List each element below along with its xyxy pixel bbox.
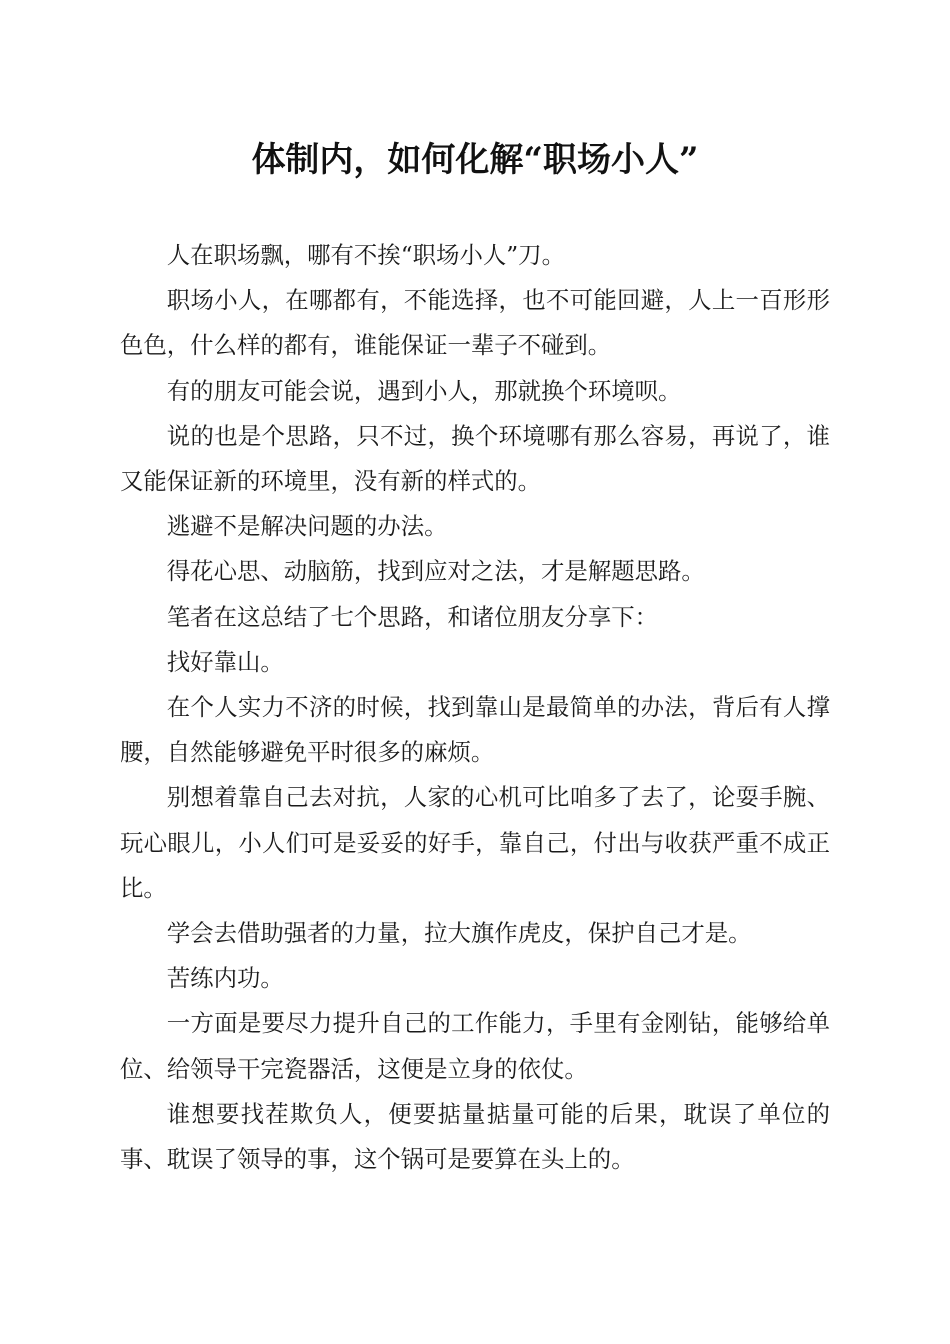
paragraph: 谁想要找茬欺负人，便要掂量掂量可能的后果，耽误了单位的事、耽误了领导的事，这个锅可是要算在头上的。: [120, 1099, 830, 1174]
paragraph: 人在职场飘，哪有不挨“职场小人”刀。: [166, 241, 565, 269]
paragraph: 别想着靠自己去对抗，人家的心机可比咱多了去了，论耍手腕、玩心眼儿，小人们可是妥妥的好手，靠自己，付出与收获严重不成正比。: [120, 783, 830, 902]
section-heading: 苦练内功。: [166, 964, 284, 993]
document-title: 体制内，如何化解“职场小人”: [251, 140, 699, 180]
paragraph: 一方面是要尽力提升自己的工作能力，手里有金刚钻，能够给单位、给领导干完瓷器活，这便是立身的依仗。: [120, 1009, 830, 1083]
paragraph: 逃避不是解决问题的办法。: [166, 512, 448, 541]
paragraph: 得花心思、动脑筋，找到应对之法，才是解题思路。: [166, 557, 705, 586]
section-heading: 找好靠山。: [166, 647, 284, 676]
paragraph: 在个人实力不济的时候，找到靠山是最简单的办法，背后有人撑腰，自然能够避免平时很多的麻烦。: [120, 693, 830, 767]
document-body: [120, 233, 830, 1182]
paragraph: 笔者在这总结了七个思路，和诸位朋友分享下：: [166, 602, 658, 631]
paragraph: 职场小人，在哪都有，不能选择，也不可能回避，人上一百形形色色，什么样的都有，谁能保证一辈子不碰到。: [120, 286, 830, 360]
paragraph: 说的也是个思路，只不过，换个环境哪有那么容易，再说了，谁又能保证新的环境里，没有新的样式的。: [120, 421, 830, 496]
paragraph: 学会去借助强者的力量，拉大旗作虎皮，保护自己才是。: [166, 919, 752, 948]
paragraph: 有的朋友可能会说，遇到小人，那就换个环境呗。: [166, 376, 682, 405]
